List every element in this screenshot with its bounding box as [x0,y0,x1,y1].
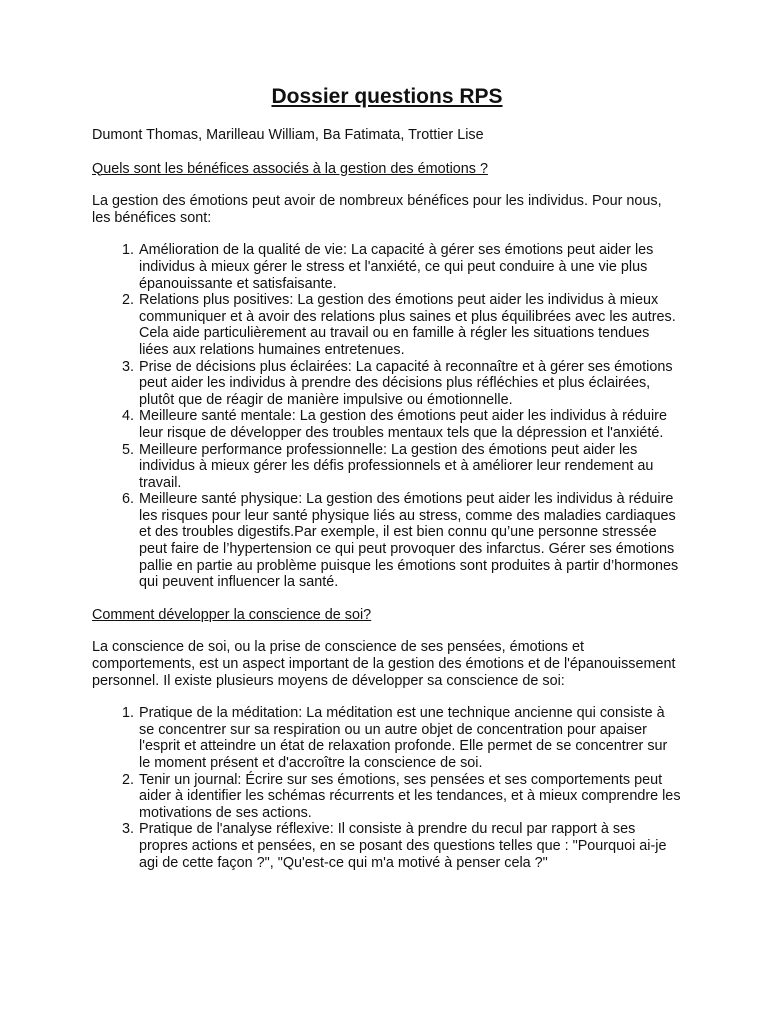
self-awareness-list [92,705,682,871]
list-item: 1. Amélioration de la qualité de vie: La capacité à gérer ses émotions peut aider les individus à mieux gérer le stress et l'anxiété, ce qui peut conduire à une vie plus épanouissante et satisfaisante. [138,242,682,292]
list-item: 4. Meilleure santé mentale: La gestion des émotions peut aider les individus à réduire leur risque de développer des troubles mentaux tels que la dépression et l'anxiété. [138,408,682,441]
list-item: 5. Meilleure performance professionnelle: La gestion des émotions peut aider les individus à mieux gérer les défis professionnels et à améliorer leur rendement au travail. [138,442,682,492]
section-question: Comment développer la conscience de soi? [92,606,372,623]
document-title: Dossier questions RPS [271,85,503,108]
document-page [92,84,682,887]
section-intro: La conscience de soi, ou la prise de conscience de ses pensées, émotions et comportements, est un aspect important de la gestion des émotions et de l'épanouissement personnel. Il existe plusieurs moyens de développer sa conscience de soi: [92,639,676,689]
list-item: 3. Pratique de l'analyse réflexive: Il consiste à prendre du recul par rapport à ses propres actions et pensées, en se posant des questions telles que : "Pourquoi ai-je agi de cette façon ?", "Qu'est-ce qui m'a motivé à penser cela ?" [138,821,682,871]
list-item: 3. Prise de décisions plus éclairées: La capacité à reconnaître et à gérer ses émotions peut aider les individus à prendre des décisions plus réfléchies et plus éclairées, plutôt que de réagir de manière impulsive ou émotionnelle. [138,359,682,409]
list-item: 2. Relations plus positives: La gestion des émotions peut aider les individus à mieux communiquer et à avoir des relations plus saines et plus équilibrées avec les autres. Cela aide particulièrement au travail ou en famille à régler les situations tendues liées aux relations humaines entretenues. [138,292,682,358]
benefits-list [92,242,682,590]
list-item: 2. Tenir un journal: Écrire sur ses émotions, ses pensées et ses comportements peut aider à identifier les schémas récurrents et les tendances, et à mieux comprendre les motivations de ses actions. [138,772,682,822]
section-intro: La gestion des émotions peut avoir de nombreux bénéfices pour les individus. Pour nous, les bénéfices sont: [92,193,662,226]
list-item: 1. Pratique de la méditation: La méditation est une technique ancienne qui consiste à se concentrer sur sa respiration ou un autre objet de concentration pour apaiser l'esprit et atteindre un état de relaxation profonde. Elle permet de se concentrer sur le moment présent et d'accroître la conscience de soi. [138,705,682,771]
section-benefits [92,161,682,591]
section-question: Quels sont les bénéfices associés à la gestion des émotions ? [92,160,488,177]
list-item: 6. Meilleure santé physique: La gestion des émotions peut aider les individus à réduire les risques pour leur santé physique liés au stress, comme des maladies cardiaques et des troubles digestifs.Par exemple, il est bien connu qu’une personne stressée peut faire de l’hypertension ce qui peut provoquer des infarctus. Gérer ses émotions pallie en partie au problème puisque les émotions sont produites à partir d’hormones qui peuvent influencer la santé. [138,491,682,591]
document-authors: Dumont Thomas, Marilleau William, Ba Fatimata, Trottier Lise [92,127,484,143]
section-self-awareness [92,607,682,871]
